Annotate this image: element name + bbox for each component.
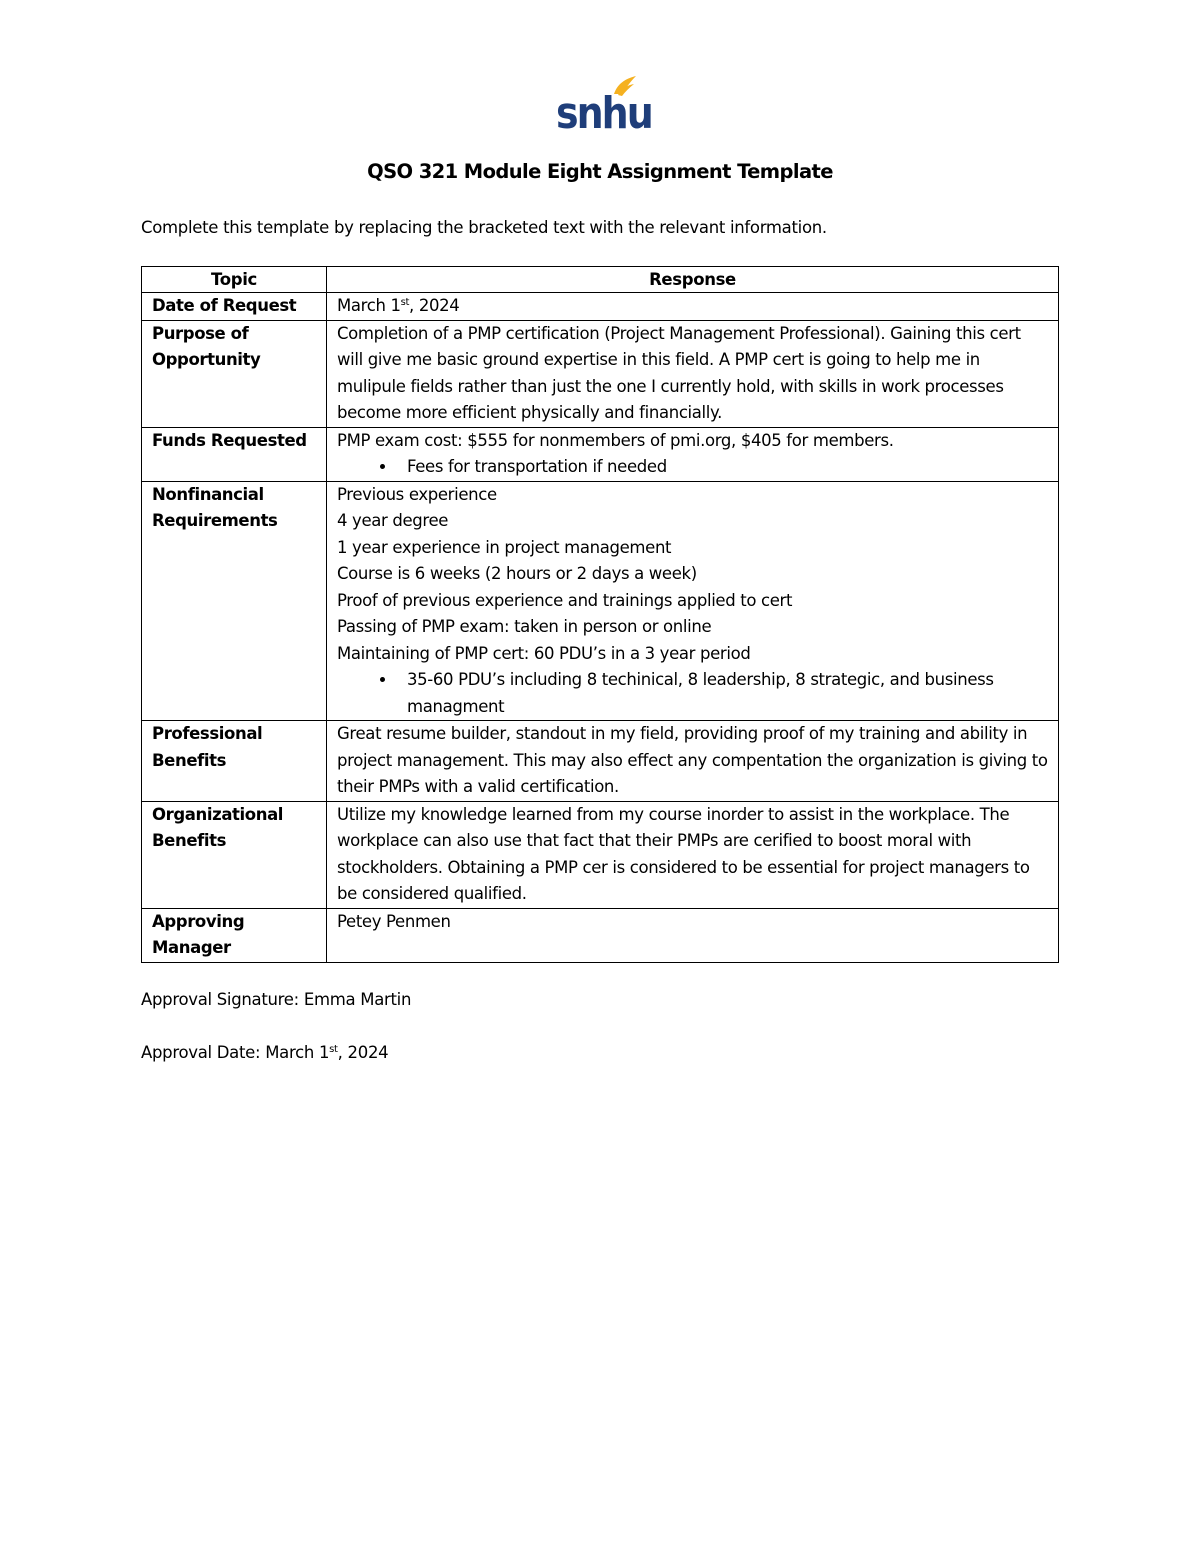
requirement-line: Proof of previous experience and trainings applied to cert bbox=[337, 590, 793, 610]
list-item: • 35-60 PDU’s including 8 techinical, 8 leadership, 8 strategic, and business managment bbox=[397, 667, 1048, 720]
table-row bbox=[142, 721, 1059, 802]
approval-date-suffix: st bbox=[329, 1044, 338, 1055]
table-header-row bbox=[142, 267, 1059, 293]
approval-date bbox=[141, 1043, 388, 1062]
approval-date-year: , 2024 bbox=[337, 1043, 389, 1062]
topic-organizational: Organizational Benefits bbox=[142, 801, 327, 908]
table-row bbox=[142, 481, 1059, 721]
table-row bbox=[142, 320, 1059, 427]
requirement-line: Previous experience bbox=[337, 484, 497, 504]
document-title: QSO 321 Module Eight Assignment Template bbox=[367, 160, 833, 183]
response-purpose: Completion of a PMP certification (Project Management Professional). Gaining this cert will give me basic ground expertise in this field. A PMP cert is going to help me in mulipule fields rather than just the one I currently hold, with skills in work processes become more efficient physically and financially. bbox=[327, 320, 1059, 427]
nonfinancial-bullets bbox=[337, 667, 1048, 720]
response-organizational: Utilize my knowledge learned from my course inorder to assist in the workplace. The workplace can also use that fact that their PMPs are cerified to boost moral with stockholders. Obtaining a PMP cer is considered to be essential for project managers to be considered qualified. bbox=[327, 801, 1059, 908]
topic-approving-manager: Approving Manager bbox=[142, 908, 327, 962]
date-year: , 2024 bbox=[409, 296, 460, 315]
topic-funds: Funds Requested bbox=[142, 427, 327, 481]
instructions-text: Complete this template by replacing the bracketed text with the relevant information. bbox=[141, 218, 827, 237]
topic-purpose: Purpose of Opportunity bbox=[142, 320, 327, 427]
header-response: Response bbox=[327, 267, 1059, 293]
table-row bbox=[142, 293, 1059, 321]
requirement-line: 1 year experience in project management bbox=[337, 537, 672, 557]
response-date-of-request bbox=[327, 293, 1059, 321]
topic-professional: Professional Benefits bbox=[142, 721, 327, 802]
header-topic: Topic bbox=[142, 267, 327, 293]
requirement-line: 4 year degree bbox=[337, 511, 449, 530]
approval-signature: Approval Signature: Emma Martin bbox=[141, 990, 412, 1009]
table-row bbox=[142, 801, 1059, 908]
response-professional: Great resume builder, standout in my field, providing proof of my training and ability in project management. This may also effect any compentation the organization is giving to their PMPs with a valid certification. bbox=[327, 721, 1059, 802]
snhu-logo bbox=[556, 74, 652, 139]
date-text: March 1 bbox=[337, 296, 401, 315]
list-item: • Fees for transportation if needed bbox=[397, 454, 1048, 481]
table-row bbox=[142, 427, 1059, 481]
date-suffix: st bbox=[400, 297, 410, 308]
request-table bbox=[141, 266, 1059, 963]
requirement-line: Passing of PMP exam: taken in person or online bbox=[337, 617, 712, 636]
table-row bbox=[142, 908, 1059, 962]
approval-date-text: Approval Date: March 1 bbox=[141, 1043, 330, 1062]
requirement-line: Course is 6 weeks (2 hours or 2 days a week) bbox=[337, 564, 697, 583]
topic-date-of-request: Date of Request bbox=[142, 293, 327, 321]
response-nonfinancial bbox=[327, 481, 1059, 721]
requirement-line: Maintaining of PMP cert: 60 PDU’s in a 3 year period bbox=[337, 643, 751, 663]
funds-bullets bbox=[337, 454, 1048, 481]
response-approving-manager: Petey Penmen bbox=[327, 908, 1059, 962]
svg-text:snhu: snhu bbox=[556, 87, 652, 139]
funds-text: PMP exam cost: $555 for nonmembers of pmi.org, $405 for members. bbox=[337, 430, 894, 450]
response-funds bbox=[327, 427, 1059, 481]
topic-nonfinancial: Nonfinancial Requirements bbox=[142, 481, 327, 721]
